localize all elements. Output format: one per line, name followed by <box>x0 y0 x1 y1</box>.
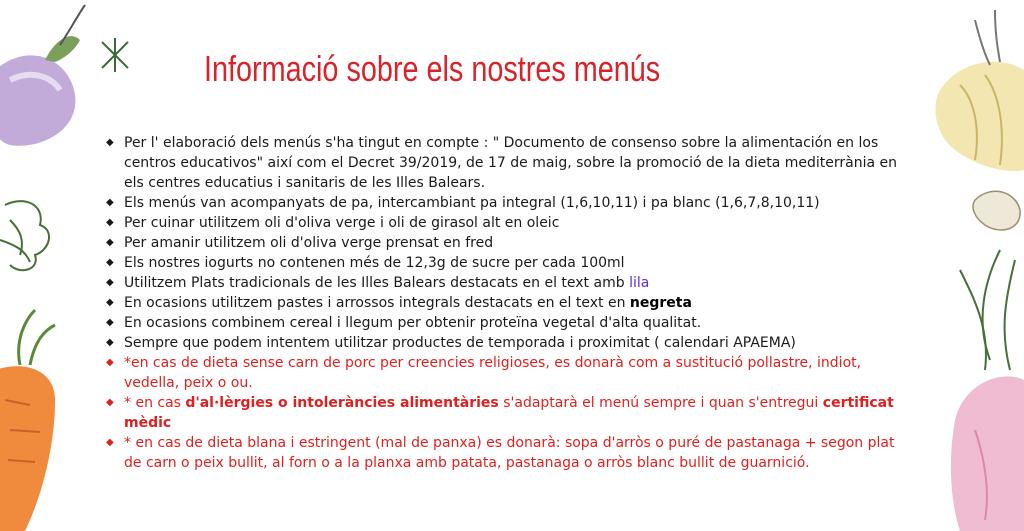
carrot-icon <box>0 310 55 531</box>
lettuce-icon <box>0 201 49 270</box>
leaf-icon <box>960 250 1015 370</box>
bullet-icon: ◆ <box>106 257 114 268</box>
page-title: Informació sobre els nostres menús <box>204 48 661 89</box>
bullet-icon: ◆ <box>106 197 114 208</box>
info-list <box>100 133 900 473</box>
list-item: ◆ Per amanir utilitzem oli d'oliva verge prensat en fred <box>106 235 494 251</box>
bullet-icon: ◆ <box>106 137 114 148</box>
bullet-icon: ◆ <box>106 217 114 228</box>
list-item: ◆ Utilitzem Plats tradicionals de les Illes Balears destacats en el text amb lila <box>106 275 650 291</box>
bullet-icon: ◆ <box>106 237 114 248</box>
list-item: ◆ Per cuinar utilitzem oli d'oliva verge i oli de girasol alt en oleic <box>106 215 560 231</box>
list-item: ◆ Els nostres iogurts no contenen més de 12,3g de sucre per cada 100ml <box>106 255 625 271</box>
radish-icon <box>951 376 1024 531</box>
lila-highlight: lila <box>629 275 650 291</box>
bullet-icon: ◆ <box>106 437 114 448</box>
certificate-highlight: certificat mèdic <box>124 395 894 431</box>
eggplant-icon <box>0 5 85 146</box>
list-item: ◆ En ocasions combinem cereal i llegum per obtenir proteïna vegetal d'alta qualitat. <box>106 315 702 331</box>
list-item: ◆ En ocasions utilitzem pastes i arrossos integrals destacats en el text en negreta <box>106 295 692 311</box>
bullet-icon: ◆ <box>106 277 114 288</box>
list-item: ◆ Els menús van acompanyats de pa, intercambiant pa integral (1,6,10,11) i pa blanc (1,6,7,8,10,11) <box>106 195 820 211</box>
bullet-icon: ◆ <box>106 337 114 348</box>
bullet-icon: ◆ <box>106 357 114 368</box>
bullet-icon: ◆ <box>106 397 114 408</box>
list-item: ◆ Sempre que podem intentem utilitzar productes de temporada i proximitat ( calendari APAEMA) <box>106 335 796 351</box>
onion-icon <box>935 10 1024 171</box>
bullet-icon: ◆ <box>106 297 114 308</box>
list-item: ◆ * en cas d'al·lèrgies o intoleràncies alimentàries s'adaptarà el menú sempre i quan s'entregui certificat mèdic <box>106 395 894 431</box>
garlic-icon <box>973 191 1020 230</box>
bullet-icon: ◆ <box>106 317 114 328</box>
allergies-highlight: d'al·lèrgies o intoleràncies alimentàries <box>185 395 499 411</box>
list-item: ◆ Per l' elaboració dels menús s'ha tingut en compte : " Documento de consenso sobre la alimentación en los centros educativos" així com el Decret 39/2019, de 17 de maig, sobre la promoció de la dieta mediterrània en els centres educatius i sanitaris de les Illes Balears. <box>106 135 898 191</box>
negreta-highlight: negreta <box>629 295 692 311</box>
list-item: ◆ *en cas de dieta sense carn de porc per creencies religioses, es donarà com a sustitució pollastre, indiot, vedella, peix o ou. <box>106 355 862 391</box>
list-item: ◆ * en cas de dieta blana i estringent (mal de panxa) es donarà: sopa d'arròs o puré de pastanaga + segon plat de carn o peix bullit, al forn o a la planxa amb patata, pastanaga o arròs blanc bullit de guarnició. <box>106 435 895 471</box>
sparkle-icon <box>102 38 128 72</box>
